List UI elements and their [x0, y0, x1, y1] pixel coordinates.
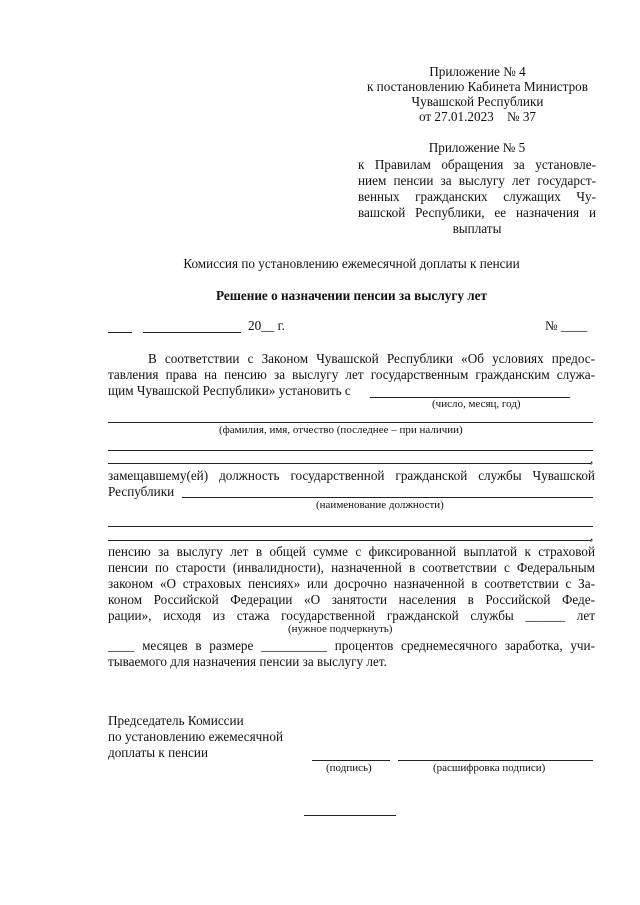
decision-title: Решение о назначении пенсии за выслугу лет: [216, 288, 487, 303]
position-hint: (наименование должности): [316, 499, 444, 511]
pension-hint: (нужное подчеркнуть): [288, 623, 393, 635]
signature-decode-hint: (расшифровка подписи): [433, 762, 546, 774]
month-blank-line: [143, 332, 241, 333]
para1-line-1: В соответствии с Законом Чувашской Республики «Об условиях предос-: [148, 351, 595, 366]
appendix5-line-1: к Правилам обращения за установле-: [358, 157, 596, 172]
appendix4-line-4: от 27.01.2023 № 37: [418, 109, 537, 124]
position-blank-line-2: [108, 526, 593, 527]
signature-line-1: Председатель Комиссии: [108, 713, 244, 728]
pension-line-2: пенсии по старости (инвалидности), назначенной в соответствии с Федеральным: [108, 560, 595, 575]
position-comma: ,: [590, 528, 594, 543]
start-date-hint: (число, месяц, год): [432, 398, 521, 410]
signature-line-3: доплаты к пенсии: [108, 745, 209, 760]
appendix5-line-3: венных гражданских служащих Чу-: [358, 189, 596, 204]
commission-name: Комиссия по установлению ежемесячной доплаты к пенсии: [183, 256, 520, 271]
appendix5-line-2: нием пенсии за выслугу лет государст-: [358, 173, 596, 188]
fio-hint: (фамилия, имя, отчество (последнее – при наличии): [219, 424, 463, 436]
para1-line-3: щим Чувашской Республики» установить с: [108, 383, 351, 398]
signature-line-2: по установлению ежемесячной: [108, 729, 284, 744]
position-line-1: замещавшему(ей) должность государственной гражданской службы Чувашской: [108, 468, 595, 483]
bottom-separator-line: [304, 815, 396, 816]
pension-line-7: тываемого для назначения пенсии за выслугу лет.: [108, 654, 387, 669]
pension-line-3: законом «О страховых пенсиях» или досрочно назначенной в соответствии с За-: [108, 576, 595, 591]
appendix5-line-5: выплаты: [452, 221, 502, 236]
fio-blank-line: [108, 422, 593, 423]
pension-line-5: рации», исходя из стажа государственной гражданской службы ______ лет: [108, 608, 595, 623]
signature-blank-line: [312, 760, 390, 761]
fio-blank-line-3: [108, 463, 591, 464]
position-line-2: Республики: [108, 484, 175, 499]
fio-comma: ,: [590, 451, 594, 466]
pension-line-6: ____ месяцев в размере __________ процентов среднемесячного заработка, учи-: [108, 638, 595, 653]
appendix4-line-3: Чувашской Республики: [411, 94, 544, 109]
pension-line-4: коном Российской Федерации «О занятости населения в Российской Феде-: [108, 592, 595, 607]
signature-hint: (подпись): [326, 762, 372, 774]
pension-line-1: пенсию за выслугу лет в общей сумме с фиксированной выплатой к страховой: [108, 544, 595, 559]
decision-number: № ____: [545, 318, 588, 333]
position-blank-line: [182, 497, 593, 498]
appendix4-line-1: Приложение № 4: [429, 64, 526, 79]
appendix5-title: Приложение № 5: [428, 140, 526, 155]
appendix5-line-4: вашской Республики, ее назначения и: [358, 205, 596, 220]
position-blank-line-3: [108, 540, 591, 541]
day-blank-line: [108, 332, 132, 333]
para1-line-2: тавления права на пенсию за выслугу лет государственным гражданским служа-: [108, 367, 595, 382]
appendix4-line-2: к постановлению Кабинета Министров: [366, 79, 589, 94]
year-text: 20__ г.: [248, 318, 285, 333]
signature-decode-blank-line: [398, 760, 593, 761]
fio-blank-line-2: [108, 450, 593, 451]
